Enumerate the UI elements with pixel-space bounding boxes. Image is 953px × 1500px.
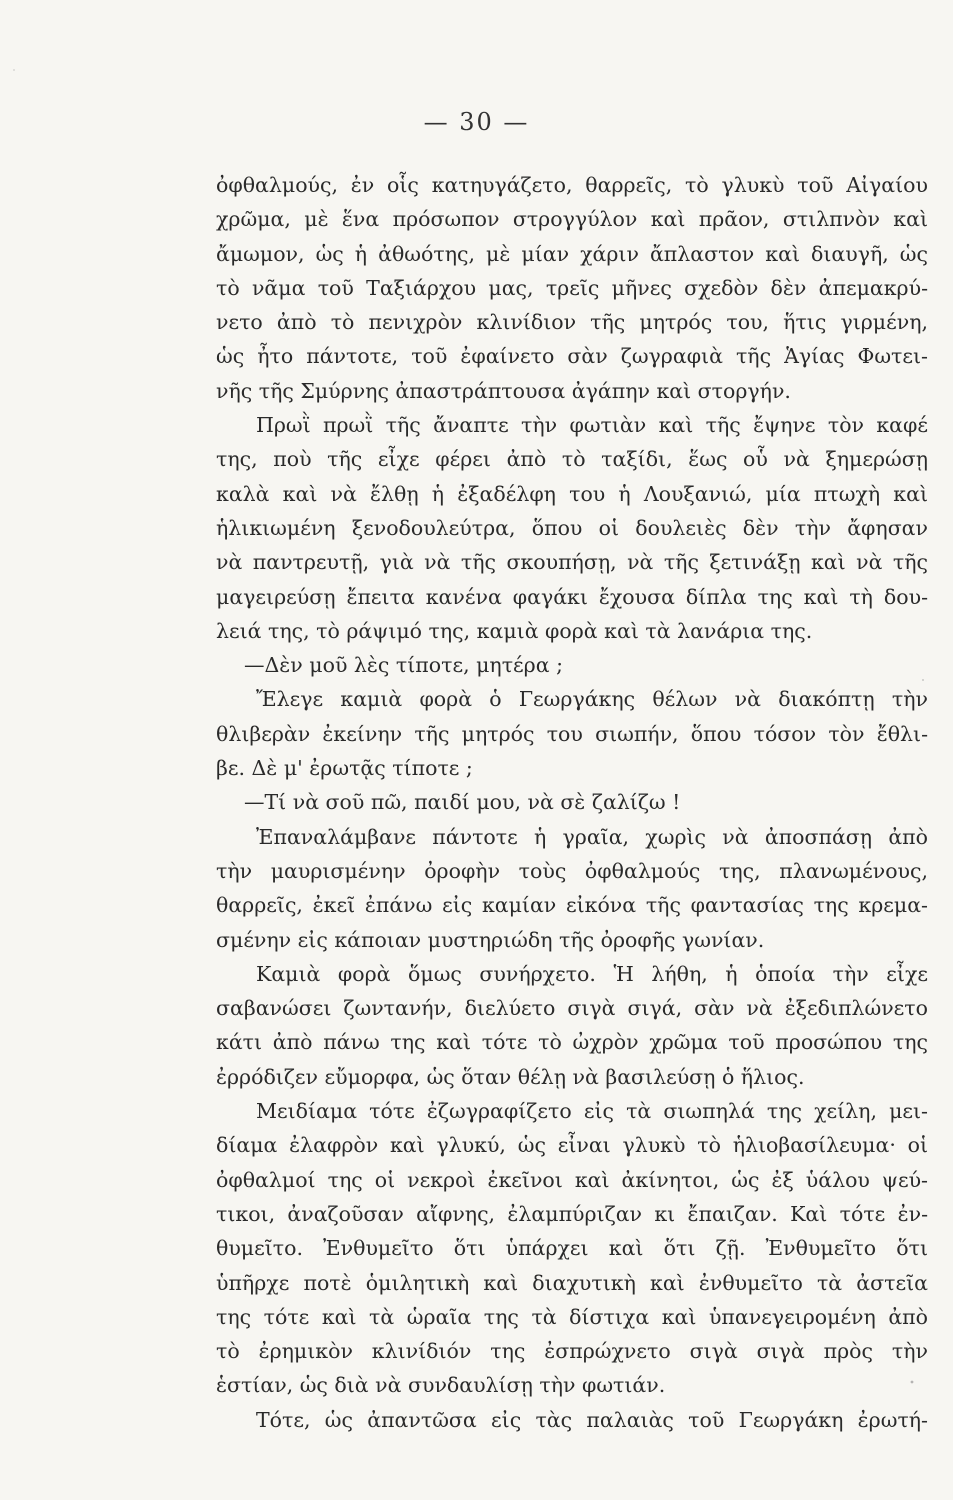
text-line: ὀφθαλμοί της οἱ νεκροὶ ἐκεῖνοι καὶ ἀκίνητοι, ὡς ἐξ ὑάλου ψεύ- [216,1167,928,1192]
text-line: —Τί νὰ σοῦ πῶ, παιδί μου, νὰ σὲ ζαλίζω ! [244,790,681,815]
text-line: τὸ ἐρημικὸν κλινίδιόν της ἐσπρώχνετο σιγὰ σιγὰ πρὸς τὴν [216,1339,928,1364]
text-line: νετο ἀπὸ τὸ πενιχρὸν κλινίδιον τῆς μητρός του, ἥτις γιρμένη, [216,310,928,335]
text-line: ἐρρόδιζεν εὔμορφα, ὡς ὅταν θέλῃ νὰ βασιλεύσῃ ὁ ἥλιος. [216,1064,805,1089]
text-line: θλιβερὰν ἐκείνην τῆς μητρός του σιωπήν, ὅπου τόσον τὸν ἔθλι- [216,721,928,746]
text-line: Τότε, ὡς ἀπαντῶσα εἰς τὰς παλαιὰς τοῦ Γεωργάκη ἐρωτή- [256,1407,928,1432]
text-line: καλὰ καὶ νὰ ἔλθῃ ἡ ἐξαδέλφη του ἡ Λουξανιώ, μία πτωχὴ καὶ [216,481,928,506]
text-line: Μειδίαμα τότε ἐζωγραφίζετο εἰς τὰ σιωπηλά της χείλη, μει- [256,1099,928,1124]
paper-speck [13,69,15,71]
text-line: μαγειρεύσῃ ἔπειτα κανένα φαγάκι ἔχουσα δίπλα της καὶ τὴ δου- [216,584,928,609]
text-line: νὰ παντρευτῇ, γιὰ νὰ τῆς σκουπήσῃ, νὰ τῆς ξετινάξῃ καὶ νὰ τῆς [216,550,928,575]
text-line: θαρρεῖς, ἐκεῖ ἐπάνω εἰς καμίαν εἰκόνα τῆς φαντασίας της κρεμα- [216,893,928,918]
body-text [216,168,928,1437]
text-line: τικοι, ἀναζοῦσαν αἴφνης, ἐλαμπύριζαν κι ἔπαιζαν. Καὶ τότε ἐν- [216,1201,928,1226]
page-number: — 30 — [423,108,530,136]
text-line: τὴν μαυρισμένην ὀροφὴν τοὺς ὀφθαλμούς της, πλανωμένους, [216,858,928,883]
text-line: ἄμωμον, ὡς ἡ ἀθωότης, μὲ μίαν χάριν ἄπλαστον καὶ διαυγῆ, ὡς [216,241,928,266]
text-line: ὀφθαλμούς, ἐν οἷς κατηυγάζετο, θαρρεῖς, τὸ γλυκὺ τοῦ Αἰγαίου [216,173,928,197]
text-line: χρῶμα, μὲ ἕνα πρόσωπον στρογγύλον καὶ πρᾶον, στιλπνὸν καὶ [216,207,928,232]
text-line: δίαμα ἐλαφρὸν καὶ γλυκύ, ὡς εἶναι γλυκὺ τὸ ἡλιοβασίλευμα· οἱ [216,1133,928,1158]
text-line: της τότε καὶ τὰ ὡραῖα της τὰ δίστιχα καὶ ὑπανεγειρομένη ἀπὸ [216,1304,928,1329]
text-line: —Δὲν μοῦ λὲς τίποτε, μητέρα ; [244,653,563,678]
text-line: λειά της, τὸ ράψιμό της, καμιὰ φορὰ καὶ τὰ λανάρια της. [216,618,813,643]
text-line: Πρωῒ πρωῒ τῆς ἄναπτε τὴν φωτιὰν καὶ τῆς ἔψηνε τὸν καφέ [256,413,928,438]
text-line: Καμιὰ φορὰ ὅμως συνήρχετο. Ἡ λήθη, ἡ ὁποία τὴν εἶχε [256,961,928,986]
text-line: κάτι ἀπὸ πάνω της καὶ τότε τὸ ὠχρὸν χρῶμα τοῦ προσώπου της [216,1030,928,1055]
text-line: της, ποὺ τῆς εἶχε φέρει ἀπὸ τὸ ταξίδι, ἕως οὗ νὰ ξημερώσῃ [216,447,928,472]
text-line: σμένην εἰς κάποιαν μυστηριώδη τῆς ὀροφῆς γωνίαν. [216,927,765,952]
text-line: βε. Δὲ μ' ἐρωτᾷς τίποτε ; [216,756,473,781]
text-line: σαβανώσει ζωντανήν, διελύετο σιγὰ σιγά, σὰν νὰ ἐξεδιπλώνετο [216,996,928,1021]
text-line: ἑστίαν, ὡς διὰ νὰ συνδαυλίσῃ τὴν φωτιάν. [216,1373,666,1398]
text-line: ὑπῆρχε ποτὲ ὁμιλητικὴ καὶ διαχυτικὴ καὶ ἐνθυμεῖτο τὰ ἀστεῖα [216,1270,928,1295]
text-line: θυμεῖτο. Ἐνθυμεῖτο ὅτι ὑπάρχει καὶ ὅτι ζῇ. Ἐνθυμεῖτο ὅτι [216,1236,928,1261]
text-line: νῆς τῆς Σμύρνης ἀπαστράπτουσα ἀγάπην καὶ στοργήν. [216,378,791,403]
text-line: Ἐπαναλάμβανε πάντοτε ἡ γραῖα, χωρὶς νὰ ἀποσπάσῃ ἀπὸ [256,824,928,849]
text-line: Ἔλεγε καμιὰ φορὰ ὁ Γεωργάκης θέλων νὰ διακόπτῃ τὴν [256,687,928,712]
text-line: τὸ νᾶμα τοῦ Ταξιάρχου μας, τρεῖς μῆνες σχεδὸν δὲν ἀπεμακρύ- [216,275,928,300]
text-line: ὡς ἦτο πάντοτε, τοῦ ἐφαίνετο σὰν ζωγραφιὰ τῆς Ἁγίας Φωτει- [216,344,928,369]
text-line: ἡλικιωμένη ξενοδουλεύτρα, ὅπου οἱ δουλειὲς δὲν τὴν ἄφησαν [216,515,928,540]
